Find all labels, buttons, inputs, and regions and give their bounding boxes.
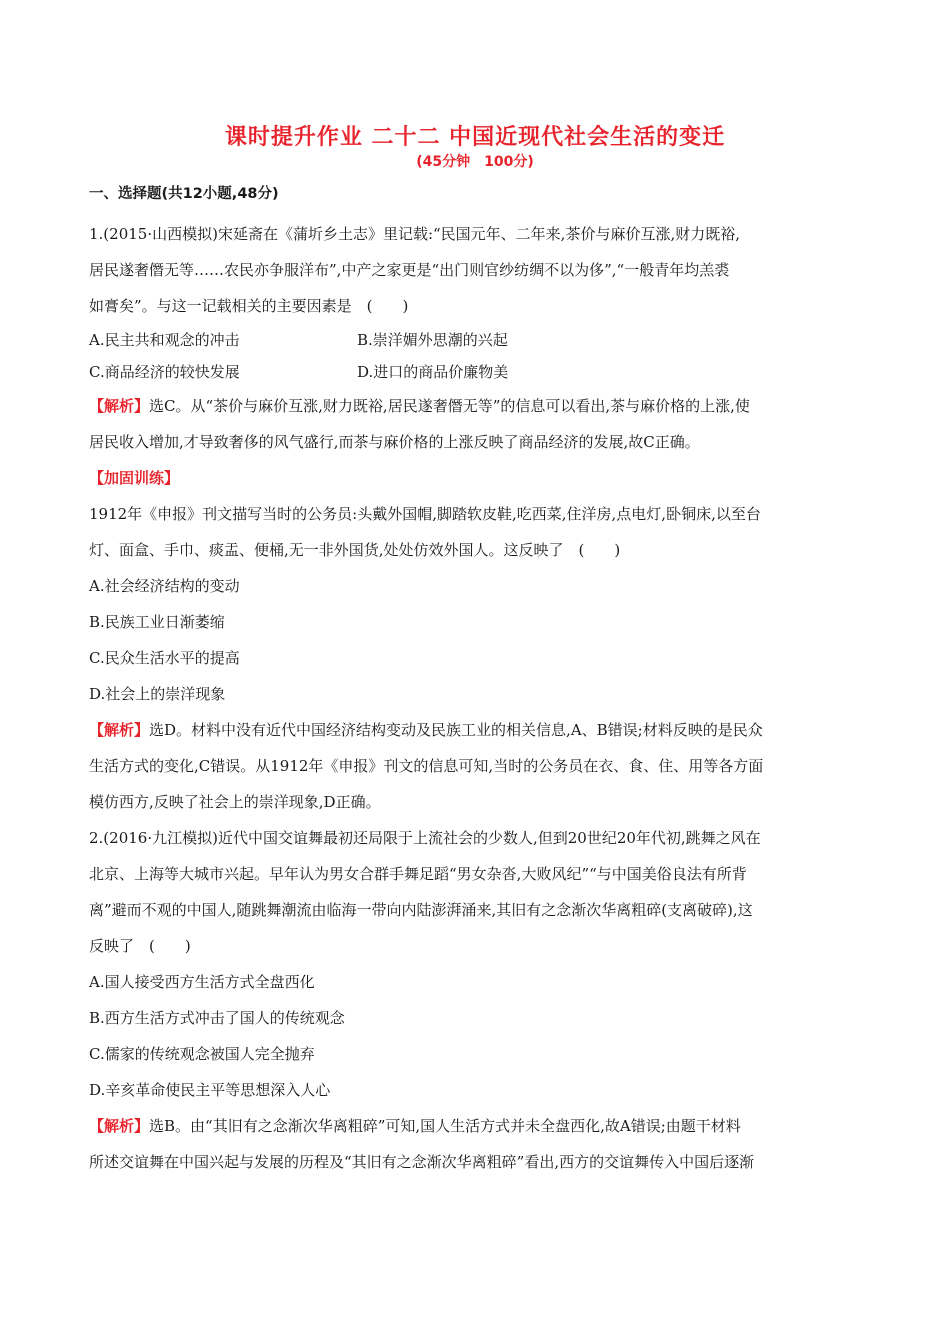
q1-line: 如膏矣”。与这一记载相关的主要因素是 ( ) xyxy=(89,297,409,315)
q1-analysis-line: 居民收入增加,才导致奢侈的风气盛行,而茶与麻价格的上涨反映了商品经济的发展,故C正确。 xyxy=(89,433,700,451)
q2-analysis-line: 所述交谊舞在中国兴起与发展的历程及“其旧有之念渐次华离粗碎”看出,西方的交谊舞传入中国后逐渐 xyxy=(89,1153,755,1171)
reinforce-analysis xyxy=(89,712,864,748)
q2-option-c: C.儒家的传统观念被国人完全抛弃 xyxy=(89,1045,315,1063)
q2-option-d: D.辛亥革命使民主平等思想深入人心 xyxy=(89,1081,331,1099)
q1-option-b: B.崇洋媚外思潮的兴起 xyxy=(357,331,508,349)
reinforce-option-b: B.民族工业日渐萎缩 xyxy=(89,613,225,631)
page-title: 课时提升作业 二十二 中国近现代社会生活的变迁 xyxy=(224,125,726,150)
q1-analysis xyxy=(89,388,864,424)
q2-analysis xyxy=(89,1108,864,1144)
q1-options-row xyxy=(89,356,864,388)
reinforce-line: 灯、面盒、手巾、痰盂、便桶,无一非外国货,处处仿效外国人。这反映了 ( ) xyxy=(89,541,621,559)
analysis-tag: 【解析】 xyxy=(89,397,150,415)
reinforce-tag: 【加固训练】 xyxy=(89,469,180,487)
reinforce-option-c: C.民众生活水平的提高 xyxy=(89,649,240,667)
q2-line: 离”避而不观的中国人,随跳舞潮流由临海一带向内陆澎湃涌来,其旧有之念渐次华离粗碎(支离破碎),这 xyxy=(89,901,753,919)
q2-option-b: B.西方生活方式冲击了国人的传统观念 xyxy=(89,1009,345,1027)
reinforce-line: 1912年《申报》刊文描写当时的公务员:头戴外国帽,脚踏软皮鞋,吃西菜,住洋房,点电灯,卧铜床,以至台 xyxy=(89,505,761,523)
q1-option-c: C.商品经济的较快发展 xyxy=(89,363,240,381)
section-heading: 一、选择题(共12小题,48分) xyxy=(89,186,279,202)
q1-options-row xyxy=(89,324,864,356)
reinforce-tag-line xyxy=(89,460,864,496)
document-body xyxy=(89,182,864,1180)
analysis-tag: 【解析】 xyxy=(89,721,150,739)
q2-line: 反映了 ( ) xyxy=(89,937,191,955)
reinforce-option-a: A.社会经济结构的变动 xyxy=(89,577,240,595)
q1-option-d: D.进口的商品价廉物美 xyxy=(357,363,509,381)
q2-option-a: A.国人接受西方生活方式全盘西化 xyxy=(89,973,315,991)
reinforce-analysis-line: 模仿西方,反映了社会上的崇洋现象,D正确。 xyxy=(89,793,381,811)
page-subtitle: (45分钟 100分) xyxy=(416,154,534,170)
analysis-text: 选D。材料中没有近代中国经济结构变动及民族工业的相关信息,A、B错误;材料反映的是民众 xyxy=(149,721,763,739)
q1-option-a: A.民主共和观念的冲击 xyxy=(89,331,240,349)
analysis-text: 选C。从“茶价与麻价互涨,财力既裕,居民遂奢僭无等”的信息可以看出,茶与麻价格的上涨,使 xyxy=(149,397,750,415)
q1-line: 居民遂奢僭无等……农民亦争服洋布”,中产之家更是“出门则官纱纺绸不以为侈”,“一般青年均羔裘 xyxy=(89,261,730,279)
reinforce-analysis-line: 生活方式的变化,C错误。从1912年《申报》刊文的信息可知,当时的公务员在衣、食、住、用等各方面 xyxy=(89,757,764,775)
analysis-tag: 【解析】 xyxy=(89,1117,150,1135)
analysis-text: 选B。由“其旧有之念渐次华离粗碎”可知,国人生活方式并未全盘西化,故A错误;由题干材料 xyxy=(149,1117,741,1135)
q1-line: 1.(2015·山西模拟)宋延斋在《蒲圻乡土志》里记载:“民国元年、二年来,茶价与麻价互涨,财力既裕, xyxy=(89,225,740,243)
q2-line: 北京、上海等大城市兴起。早年认为男女合群手舞足蹈“男女杂沓,大败风纪”“与中国美俗良法有所背 xyxy=(89,865,747,883)
q2-line: 2.(2016·九江模拟)近代中国交谊舞最初还局限于上流社会的少数人,但到20世纪20年代初,跳舞之风在 xyxy=(89,829,761,847)
reinforce-option-d: D.社会上的崇洋现象 xyxy=(89,685,226,703)
